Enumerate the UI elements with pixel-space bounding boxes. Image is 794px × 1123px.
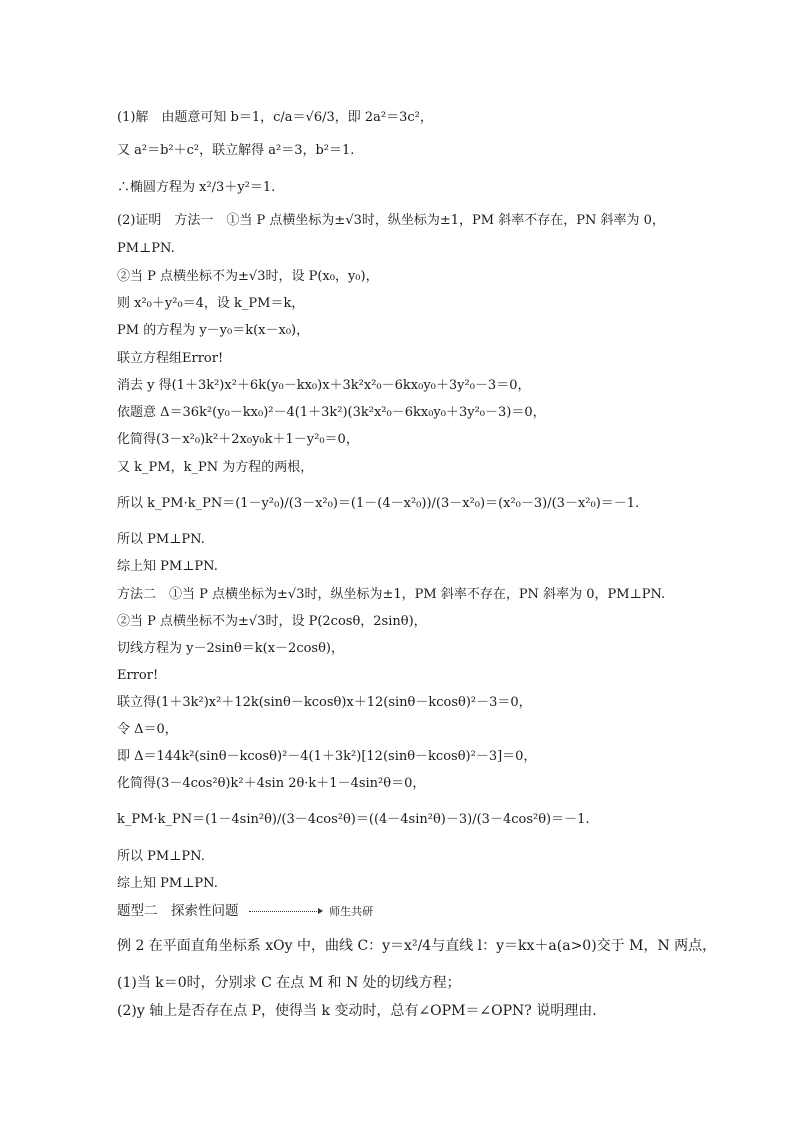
section-title: 题型二 探索性问题: [117, 903, 239, 919]
solution-line-4: (2)证明 方法一 ①当 P 点横坐标为±√3时，纵坐标为±1，PM 斜率不存在，PN 斜率为 0，: [117, 213, 665, 228]
solution-line-24: 化简得(3－4cos²θ)k²＋4sin 2θ·k＋1－4sin²θ＝0，: [117, 776, 426, 791]
solution-line-13: 又 k_PM，k_PN 为方程的两根，: [117, 460, 314, 475]
solution-line-23: 即 Δ＝144k²(sinθ－kcosθ)²－4(1＋3k²)[12(sinθ－kcosθ)²－3]＝0，: [117, 749, 537, 764]
section-tag: 师生共研: [329, 905, 374, 918]
solution-line-20: Error!: [117, 668, 159, 683]
solution-line-11: 依题意 Δ＝36k²(y₀－kx₀)²－4(1＋3k²)(3k²x²₀－6kx₀y₀＋3y²₀－3)＝0，: [117, 405, 546, 420]
solution-line-12: 化简得(3－x²₀)k²＋2x₀y₀k＋1－y²₀＝0，: [117, 432, 359, 447]
solution-line-5: PM⊥PN.: [117, 241, 175, 256]
solution-line-2: 又 a²＝b²＋c²，联立解得 a²＝3，b²＝1.: [117, 143, 355, 158]
section-heading: [117, 903, 373, 920]
solution-line-8: PM 的方程为 y－y₀＝k(x－x₀)，: [117, 323, 310, 338]
solution-line-19: 切线方程为 y－2sinθ＝k(x－2cosθ)，: [117, 641, 345, 656]
solution-line-14: 所以 k_PM·k_PN＝(1－y²₀)/(3－x²₀)＝(1－(4－x²₀))/(3－x²₀)＝(x²₀－3)/(3－x²₀)＝－1.: [117, 496, 640, 511]
solution-line-25: k_PM·k_PN＝(1－4sin²θ)/(3－4cos²θ)＝((4－4sin²θ)－3)/(3－4cos²θ)＝－1.: [117, 812, 590, 827]
example-question-1: (1)当 k＝0时，分别求 C 在点 M 和 N 处的切线方程；: [117, 975, 461, 991]
solution-line-21: 联立得(1＋3k²)x²＋12k(sinθ－kcosθ)x＋12(sinθ－kcosθ)²－3＝0，: [117, 695, 532, 710]
solution-line-9: 联立方程组Error!: [117, 351, 224, 366]
example-statement: 例 2 在平面直角坐标系 xOy 中，曲线 C：y＝x²/4与直线 l：y＝kx＋a(a>0)交于 M，N 两点，: [117, 938, 717, 954]
solution-line-22: 令 Δ＝0，: [117, 722, 178, 737]
solution-line-16: 综上知 PM⊥PN.: [117, 559, 218, 574]
solution-line-15: 所以 PM⊥PN.: [117, 532, 205, 547]
solution-line-17: 方法二 ①当 P 点横坐标为±√3时，纵坐标为±1，PM 斜率不存在，PN 斜率为 0，PM⊥PN.: [117, 587, 666, 602]
arrow-icon: [249, 911, 319, 912]
solution-line-7: 则 x²₀＋y²₀＝4，设 k_PM＝k，: [117, 296, 305, 311]
solution-line-6: ②当 P 点横坐标不为±√3时，设 P(x₀，y₀)，: [117, 269, 379, 284]
solution-line-26: 所以 PM⊥PN.: [117, 849, 205, 864]
example-question-2: (2)y 轴上是否存在点 P，使得当 k 变动时，总有∠OPM＝∠OPN? 说明理由.: [117, 1003, 597, 1019]
solution-line-18: ②当 P 点横坐标不为±√3时，设 P(2cosθ，2sinθ)，: [117, 614, 427, 629]
solution-line-27: 综上知 PM⊥PN.: [117, 876, 218, 891]
solution-line-1: (1)解 由题意可知 b＝1，c/a＝√6/3，即 2a²＝3c²，: [117, 110, 433, 125]
solution-line-3: ∴椭圆方程为 x²/3＋y²＝1.: [117, 180, 276, 195]
solution-line-10: 消去 y 得(1＋3k²)x²＋6k(y₀－kx₀)x＋3k²x²₀－6kx₀y₀＋3y²₀－3＝0，: [117, 378, 531, 393]
